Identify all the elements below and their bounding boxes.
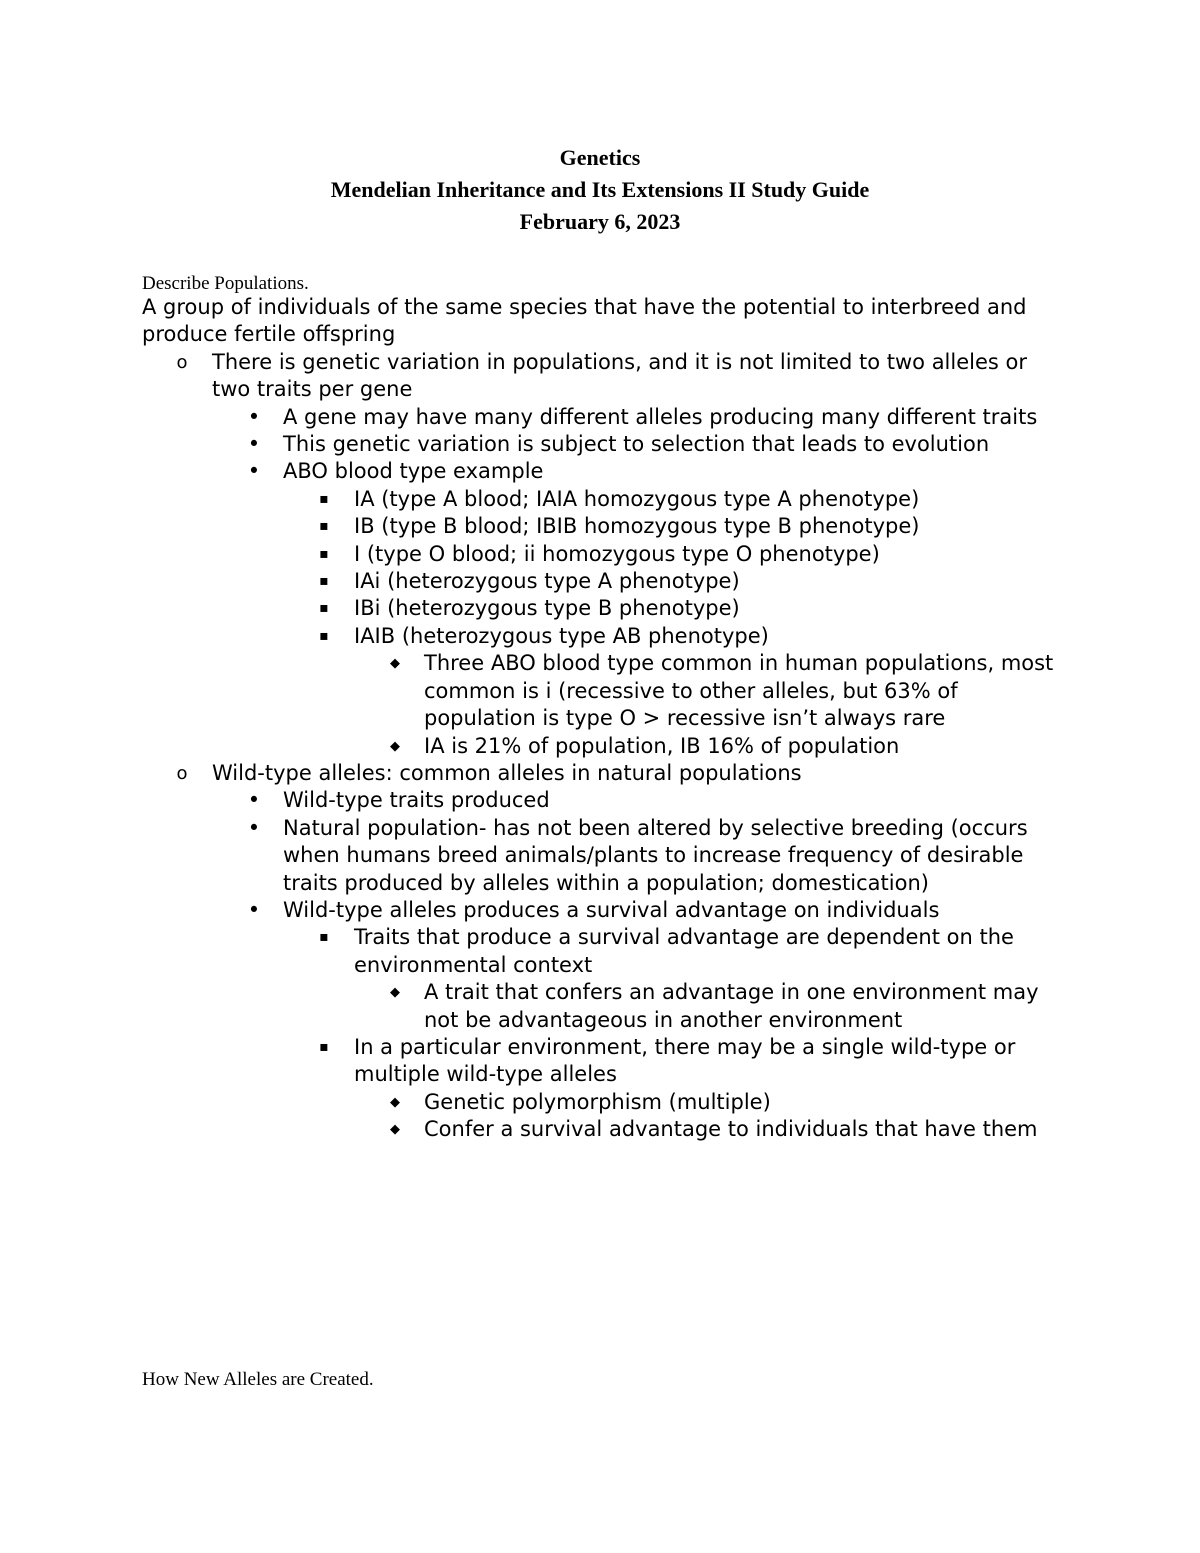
list-item: ▪ IA (type A blood; IAIA homozygous type A phenotype) — [142, 486, 1062, 513]
hollow-bullet-icon: o — [176, 351, 188, 373]
list-item: ◆ Genetic polymorphism (multiple) — [142, 1089, 1062, 1116]
bullet-icon: • — [247, 404, 261, 429]
square-bullet-icon: ▪ — [319, 929, 329, 946]
list-item: • Wild-type traits produced — [142, 787, 1062, 814]
document-header — [0, 142, 1200, 238]
section-heading-new-alleles: How New Alleles are Created. — [142, 1369, 374, 1390]
square-bullet-icon: ▪ — [319, 545, 329, 562]
list-item: ▪ IAIB (heterozygous type AB phenotype) — [142, 623, 1062, 650]
diamond-bullet-icon: ◆ — [390, 656, 400, 672]
hollow-bullet-icon: o — [176, 762, 188, 784]
bullet-icon: • — [247, 432, 261, 457]
square-bullet-icon: ▪ — [319, 518, 329, 535]
diamond-bullet-icon: ◆ — [390, 985, 400, 1001]
list-item: o Wild-type alleles: common alleles in natural populations — [142, 760, 1062, 787]
list-item: ◆ IA is 21% of population, IB 16% of population — [142, 733, 1062, 760]
list-item: ▪ Traits that produce a survival advantage are dependent on the environmental context — [142, 924, 1062, 979]
list-item: • A gene may have many different alleles producing many different traits — [142, 404, 1062, 431]
list-item: • This genetic variation is subject to selection that leads to evolution — [142, 431, 1062, 458]
list-item: o There is genetic variation in populations, and it is not limited to two alleles or two traits per gene — [142, 349, 1062, 404]
diamond-bullet-icon: ◆ — [390, 1122, 400, 1138]
section-heading-populations: Describe Populations. — [142, 273, 309, 294]
study-guide-body — [142, 294, 1062, 1144]
bullet-icon: • — [247, 815, 261, 840]
doc-date: February 6, 2023 — [519, 209, 681, 234]
list-item: ▪ I (type O blood; ii homozygous type O phenotype) — [142, 541, 1062, 568]
doc-title: Genetics — [559, 145, 641, 170]
list-item: ▪ IAi (heterozygous type A phenotype) — [142, 568, 1062, 595]
list-item: • ABO blood type example — [142, 458, 1062, 485]
bullet-icon: • — [247, 459, 261, 484]
square-bullet-icon: ▪ — [319, 490, 329, 507]
population-definition: A group of individuals of the same species that have the potential to interbreed and produce fertile offspring — [142, 295, 1027, 347]
list-item: • Natural population- has not been altered by selective breeding (occurs when humans breed animals/plants to increase frequency of desirable traits produced by alleles within a population; domestication) — [142, 815, 1062, 897]
square-bullet-icon: ▪ — [319, 627, 329, 644]
doc-subtitle: Mendelian Inheritance and Its Extensions II Study Guide — [330, 177, 870, 202]
bullet-icon: • — [247, 897, 261, 922]
list-item: ◆ Confer a survival advantage to individuals that have them — [142, 1116, 1062, 1143]
diamond-bullet-icon: ◆ — [390, 738, 400, 754]
list-item: • Wild-type alleles produces a survival advantage on individuals — [142, 897, 1062, 924]
square-bullet-icon: ▪ — [319, 600, 329, 617]
bullet-icon: • — [247, 788, 261, 813]
list-item: ▪ In a particular environment, there may be a single wild-type or multiple wild-type alleles — [142, 1034, 1062, 1089]
square-bullet-icon: ▪ — [319, 1038, 329, 1055]
square-bullet-icon: ▪ — [319, 573, 329, 590]
list-item: ▪ IBi (heterozygous type B phenotype) — [142, 595, 1062, 622]
list-item: ▪ IB (type B blood; IBIB homozygous type B phenotype) — [142, 513, 1062, 540]
diamond-bullet-icon: ◆ — [390, 1094, 400, 1110]
list-item: ◆ Three ABO blood type common in human populations, most common is i (recessive to other alleles, but 63% of population is type O > recessive isn’t always rare — [142, 650, 1062, 732]
list-item: ◆ A trait that confers an advantage in one environment may not be advantageous in another environment — [142, 979, 1062, 1034]
